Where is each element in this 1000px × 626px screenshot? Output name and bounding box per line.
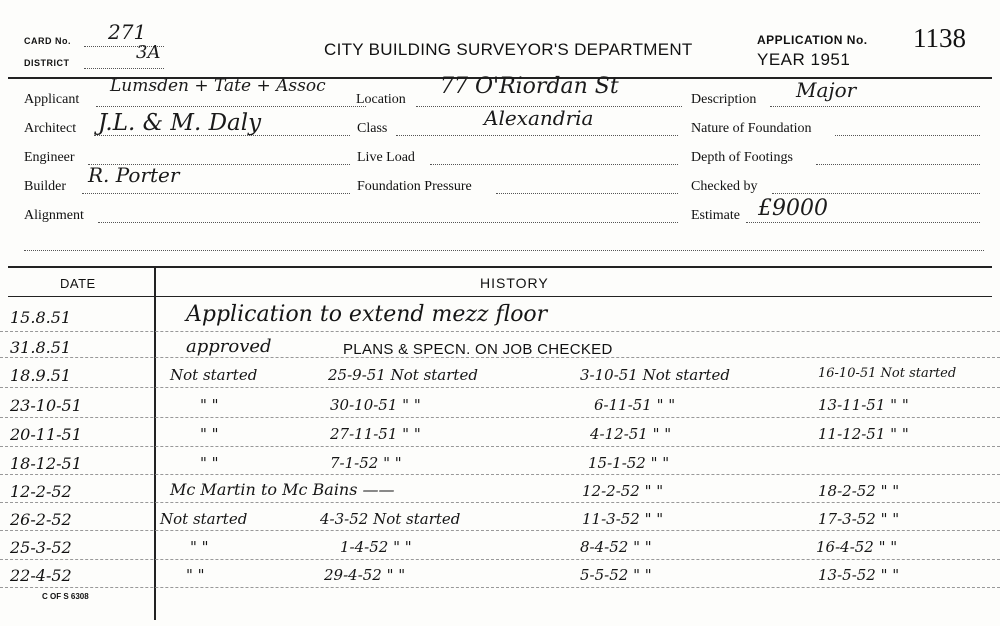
history-row-entry: 13-5-52 " " [818,566,900,584]
form-code: C OF S 6308 [42,592,89,601]
description-label: Description [691,92,757,107]
history-row-date: 22-4-52 [10,566,72,585]
history-row-entry: 12-2-52 " " [582,482,664,500]
location-label: Location [356,92,406,107]
history-row-entry: Not started [160,510,248,528]
district-label: DISTRICT [24,58,70,68]
history-row-date: 25-3-52 [10,538,72,557]
alignment-label: Alignment [24,208,84,223]
builder-value: R. Porter [88,163,180,187]
location-value: 77 O'Riordan St [440,74,619,99]
history-row-date: 18-12-51 [10,454,82,473]
history-row-entry: approved [186,336,272,357]
history-row-entry: 16-4-52 " " [816,538,898,556]
history-row-entry: 16-10-51 Not started [818,366,957,381]
history-row-date: 12-2-52 [10,482,72,501]
applicant-value: Lumsden + Tate + Assoc [110,76,326,96]
history-row-entry: 17-3-52 " " [818,510,900,528]
history-row-entry: 8-4-52 " " [580,538,652,556]
history-row-entry: 11-12-51 " " [818,425,909,443]
history-row-entry: 3-10-51 Not started [580,366,730,384]
class-label: Class [357,121,388,136]
class-value: Alexandria [484,106,594,130]
card-no-label: CARD No. [24,36,71,46]
district-value: 3A [136,42,161,63]
history-row-entry: 1-4-52 " " [340,538,412,556]
plans-checked-stamp: PLANS & SPECN. ON JOB CHECKED [343,341,613,358]
architect-label: Architect [24,121,77,136]
estimate-value: £9000 [758,196,828,221]
department-title: CITY BUILDING SURVEYOR'S DEPARTMENT [324,40,693,59]
history-column-header: HISTORY [480,275,549,291]
history-row-entry: " " [186,566,205,584]
history-row-entry: 25-9-51 Not started [328,366,478,384]
estimate-label: Estimate [691,208,740,223]
checked-by-label: Checked by [691,179,758,194]
history-row-entry: Not started [170,366,258,384]
card-no-value: 271 [108,20,147,44]
date-column-header: DATE [60,276,96,291]
history-row-entry: 6-11-51 " " [594,396,676,414]
history-row-entry: 4-12-51 " " [590,425,672,443]
history-row-entry: 29-4-52 " " [324,566,406,584]
engineer-label: Engineer [24,150,75,165]
year: YEAR 1951 [757,50,851,69]
history-row-entry: 5-5-52 " " [580,566,652,584]
application-no-label: APPLICATION No. [757,33,868,47]
history-row-entry: 4-3-52 Not started [320,510,461,528]
history-row-entry: " " [200,454,219,472]
history-row-entry: " " [190,538,209,556]
history-row-entry: 11-3-52 " " [582,510,664,528]
builder-label: Builder [24,179,66,194]
history-row-date: 31.8.51 [10,338,72,357]
history-row-entry: Application to extend mezz floor [186,302,548,327]
history-row-entry: 7-1-52 " " [330,454,402,472]
history-row-date: 18.9.51 [10,366,72,385]
history-row-entry: 15-1-52 " " [588,454,670,472]
nature-of-foundation-label: Nature of Foundation [691,121,812,136]
history-row-entry: " " [200,425,219,443]
foundation-pressure-label: Foundation Pressure [357,179,472,194]
history-row-date: 26-2-52 [10,510,72,529]
history-row-date: 20-11-51 [10,425,82,444]
history-row-entry: 27-11-51 " " [330,425,421,443]
history-row-entry: Mc Martin to Mc Bains —— [170,480,395,499]
description-value: Major [796,78,857,102]
architect-value: J.L. & M. Daly [98,110,262,136]
applicant-label: Applicant [24,92,80,107]
history-row-entry: 13-11-51 " " [818,396,909,414]
application-no: 1138 [913,23,966,53]
live-load-label: Live Load [357,150,415,165]
history-row-date: 15.8.51 [10,308,72,327]
history-row-date: 23-10-51 [10,396,82,415]
history-row-entry: 30-10-51 " " [330,396,421,414]
depth-of-footings-label: Depth of Footings [691,150,793,165]
history-row-entry: 18-2-52 " " [818,482,900,500]
history-row-entry: " " [200,396,219,414]
